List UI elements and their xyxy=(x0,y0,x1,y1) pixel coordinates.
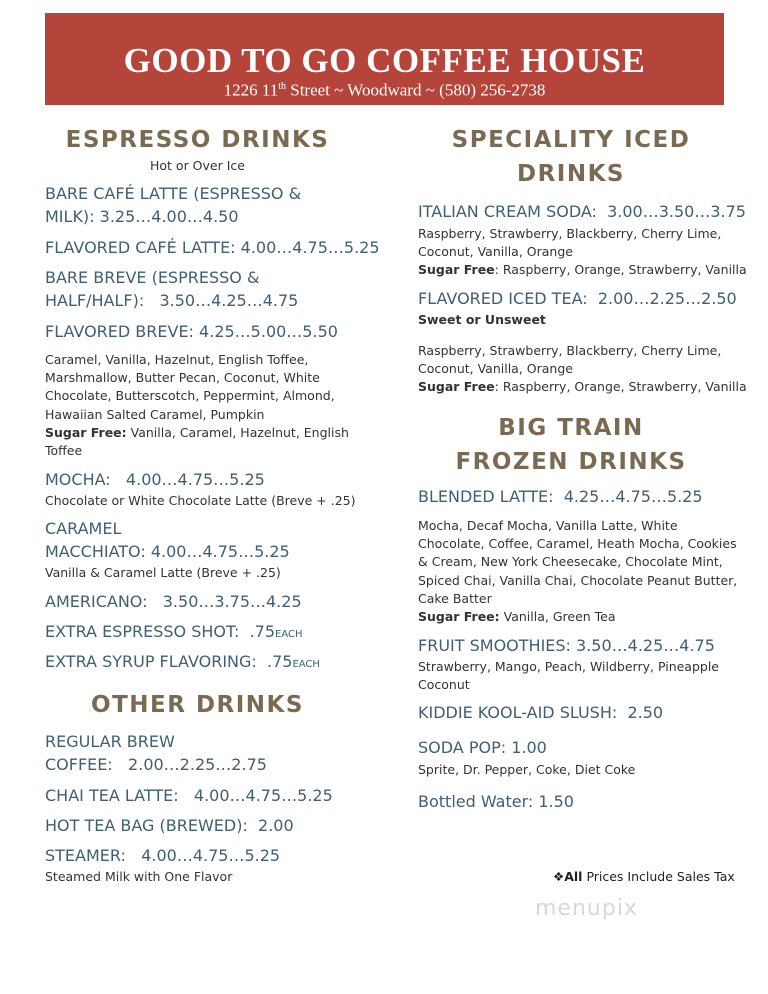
watermark: menupix xyxy=(535,896,638,921)
blended-latte: BLENDED LATTE: 4.25…4.75…5.25 xyxy=(418,487,703,506)
header-banner xyxy=(45,13,724,105)
regular-brew: REGULAR BREW xyxy=(45,732,175,751)
italian-cream-soda: ITALIAN CREAM SODA: 3.00…3.50…3.75 xyxy=(418,202,746,221)
mocha-desc: Chocolate or White Chocolate Latte (Breve + .25) xyxy=(45,493,356,508)
diamond-bullet-icon: ❖ xyxy=(553,869,565,884)
soda-flavors: Raspberry, Strawberry, Blackberry, Cherry Lime, Coconut, Vanilla, Orange Sugar Free: Raspberry, Orange, Strawberry, Vanilla xyxy=(418,226,747,278)
mocha: MOCHA: 4.00…4.75…5.25 xyxy=(45,470,265,489)
caramel-desc: Vanilla & Caramel Latte (Breve + .25) xyxy=(45,565,281,580)
flavored-cafe-latte: FLAVORED CAFÉ LATTE: 4.00…4.75…5.25 xyxy=(45,238,380,257)
steamer-desc: Steamed Milk with One Flavor xyxy=(45,869,233,884)
steamer: STEAMER: 4.00…4.75…5.25 xyxy=(45,846,281,865)
flavored-iced-tea: FLAVORED ICED TEA: 2.00…2.25…2.50 xyxy=(418,289,737,308)
business-name: GOOD TO GO COFFEE HOUSE xyxy=(123,41,646,80)
tea-sweet: Sweet or Unsweet xyxy=(418,312,546,327)
tax-note: ❖All Prices Include Sales Tax xyxy=(553,869,735,884)
flavored-breve: FLAVORED BREVE: 4.25…5.00…5.50 xyxy=(45,322,338,341)
bare-cafe-latte: BARE CAFÉ LATTE (ESPRESSO & xyxy=(45,184,302,203)
chai-tea-latte: CHAI TEA LATTE: 4.00…4.75…5.25 xyxy=(45,786,333,805)
extra-espresso-shot: EXTRA ESPRESSO SHOT: .75EACH xyxy=(45,622,303,641)
espresso-subheading: Hot or Over Ice xyxy=(150,158,245,173)
kiddie-kool-aid-slush: KIDDIE KOOL-AID SLUSH: 2.50 xyxy=(418,703,664,722)
bottled-water: Bottled Water: 1.50 xyxy=(418,792,574,811)
flavor-list: Caramel, Vanilla, Hazelnut, English Toffee, Marshmallow, Butter Pecan, Coconut, White Chocolate, Butterscotch, Peppermint, Almond, Hawaiian Salted Caramel, Pumpkin Sugar Free: Vanilla, Caramel, Hazelnut, English Toffee xyxy=(45,352,349,459)
bare-cafe-latte-price: MILK): 3.25…4.00…4.50 xyxy=(45,207,239,226)
frozen-heading: BIG TRAIN FROZEN DRINKS xyxy=(455,415,687,475)
hot-tea-bag: HOT TEA BAG (BREWED): 2.00 xyxy=(45,816,294,835)
bare-breve: BARE BREVE (ESPRESSO & xyxy=(45,268,260,287)
smoothies-flavors: Strawberry, Mango, Peach, Wildberry, Pineapple Coconut xyxy=(418,659,720,693)
regular-brew-price: COFFEE: 2.00…2.25…2.75 xyxy=(45,755,267,774)
blended-flavors: Mocha, Decaf Mocha, Vanilla Latte, White Chocolate, Coffee, Caramel, Heath Mocha, Cookies & Cream, New York Cheesecake, Chocolate Mint, Spiced Chai, Vanilla Chai, Chocolate Peanut Butter, Cake Batter Sugar Free: Vanilla, Green Tea xyxy=(418,518,738,625)
tea-flavors: Raspberry, Strawberry, Blackberry, Cherry Lime, Coconut, Vanilla, Orange Sugar Free: Raspberry, Orange, Strawberry, Vanilla xyxy=(418,343,747,395)
business-address: 1226 11th Street ~ Woodward ~ (580) 256-2738 xyxy=(223,80,546,100)
other-heading: OTHER DRINKS xyxy=(91,692,304,718)
soda-pop-desc: Sprite, Dr. Pepper, Coke, Diet Coke xyxy=(418,762,636,777)
soda-pop: SODA POP: 1.00 xyxy=(418,738,547,757)
caramel-macchiato-price: MACCHIATO: 4.00…4.75…5.25 xyxy=(45,542,290,561)
caramel-macchiato: CARAMEL xyxy=(45,519,122,538)
bare-breve-price: HALF/HALF): 3.50…4.25…4.75 xyxy=(45,291,299,310)
iced-heading: SPECIALITY ICED DRINKS xyxy=(451,127,691,187)
americano: AMERICANO: 3.50…3.75…4.25 xyxy=(45,592,302,611)
fruit-smoothies: FRUIT SMOOTHIES: 3.50…4.25…4.75 xyxy=(418,636,715,655)
espresso-heading: ESPRESSO DRINKS xyxy=(65,127,330,153)
extra-syrup-flavoring: EXTRA SYRUP FLAVORING: .75EACH xyxy=(45,652,320,671)
